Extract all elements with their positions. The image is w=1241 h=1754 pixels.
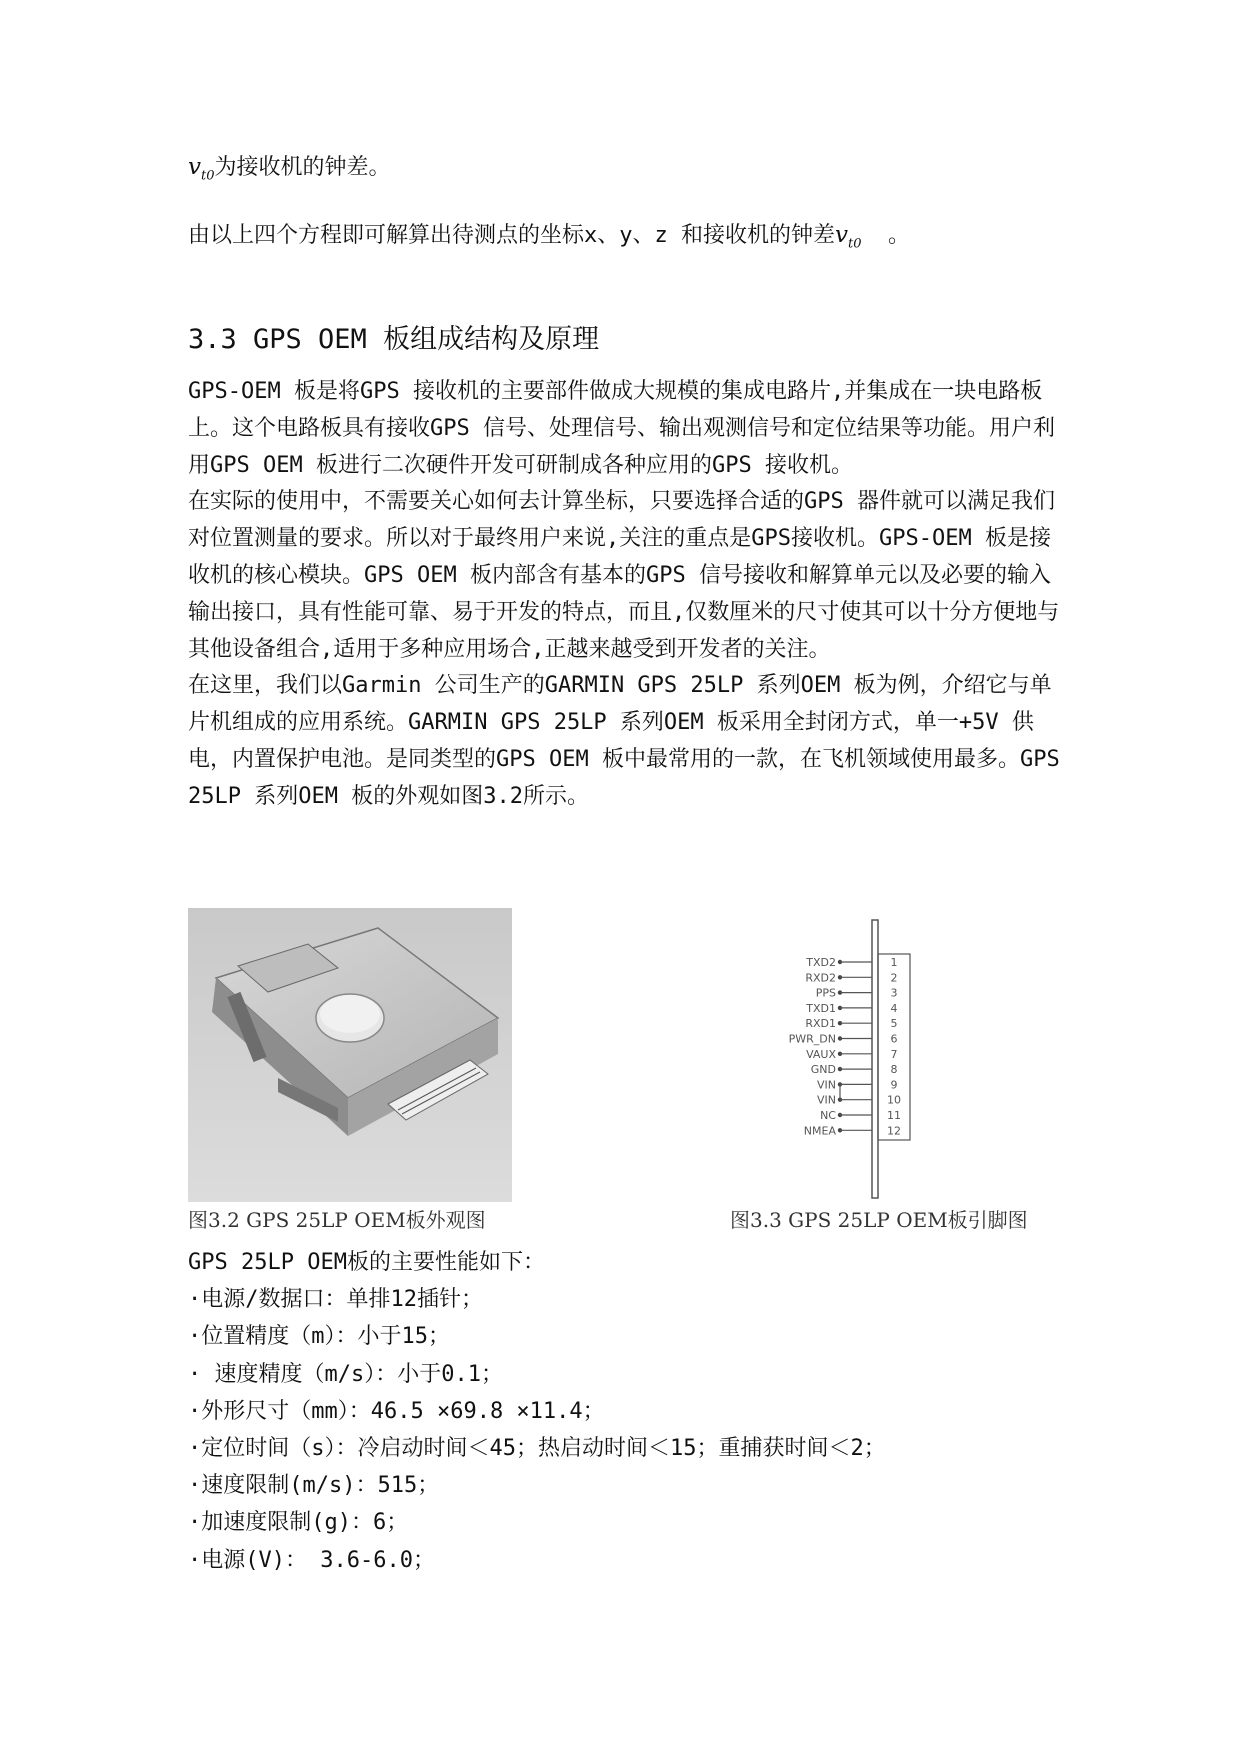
figure-3-2-caption: 图3.2 GPS 25LP OEM板外观图 [188, 1208, 486, 1232]
pin-label: PPS [815, 986, 836, 1000]
pin-label: VIN [817, 1093, 836, 1107]
pin-label: RXD1 [805, 1017, 836, 1031]
spec-item: ·定位时间（s）：冷启动时间＜45；热启动时间＜15；重捕获时间＜2； [188, 1435, 886, 1461]
paragraph-oem-usage: 在实际的使用中，不需要关心如何去计算坐标，只要选择合适的GPS 器件就可以满足我们对位置测量的要求。所以对于最终用户来说,关注的重点是GPS接收机。GPS-OEM 板是接收机的核心模块。GPS OEM 板内部含有基本的GPS 信号接收和解算单元以及必要的输入输出接口，具有性能可靠、易于开发的特点，而且,仅数厘米的尺寸使其可以十分方便地与其他设备组合,适用于多种应用场合,正越来越受到开发者的关注。 [188, 489, 1060, 662]
pin-label: PWR_DN [788, 1032, 836, 1046]
clock-error-line [188, 152, 391, 192]
paragraph-oem-intro: GPS-OEM 板是将GPS 接收机的主要部件做成大规模的集成电路片,并集成在一块电路板上。这个电路板具有接收GPS 信号、处理信号、输出观测信号和定位结果等功能。用户利用GPS OEM 板进行二次硬件开发可研制成各种应用的GPS 接收机。 [188, 379, 1055, 478]
solve-equations-text: 由以上四个方程即可解算出待测点的坐标x、y、z 和接收机的钟差 [188, 223, 835, 248]
pin-number: 6 [890, 1032, 898, 1046]
pinout-diagram [760, 912, 940, 1202]
pin-number: 5 [890, 1017, 898, 1031]
paragraph-garmin: 在这里，我们以Garmin 公司生产的GARMIN GPS 25LP 系列OEM 板为例，介绍它与单片机组成的应用系统。GARMIN GPS 25LP 系列OEM 板采用全封闭方式，单一+5V 供电，内置保护电池。是同类型的GPS OEM 板中最常用的一款，在飞机领域使用最多。GPS 25LP 系列OEM 板的外观如图3.2所示。 [188, 673, 1060, 809]
pin-label: NMEA [803, 1124, 836, 1138]
pin-label: VAUX [806, 1047, 836, 1061]
pin-number: 9 [890, 1078, 898, 1092]
connector-bar [872, 920, 878, 1198]
spec-item: ·加速度限制(g)：6； [188, 1510, 409, 1536]
pin-number: 1 [890, 956, 898, 969]
pin-number: 10 [887, 1093, 901, 1107]
clock-error-text: 为接收机的钟差。 [214, 155, 391, 180]
pin-number: 7 [890, 1047, 898, 1061]
figure-3-3-caption: 图3.3 GPS 25LP OEM板引脚图 [730, 1208, 1028, 1232]
pin-number: 4 [890, 1001, 898, 1015]
body-text [188, 374, 1068, 816]
pin-label: NC [820, 1109, 836, 1122]
pin-number: 8 [890, 1063, 898, 1077]
pin-number: 11 [887, 1109, 901, 1122]
pin-label: TXD2 [806, 956, 836, 969]
pin-label: RXD2 [805, 971, 836, 985]
section-heading: 3.3 GPS OEM 板组成结构及原理 [188, 324, 600, 355]
pin-number: 3 [890, 986, 898, 1000]
spec-item: ·电源(V)： 3.6-6.0； [188, 1547, 435, 1573]
spec-item: ·速度限制(m/s)：515； [188, 1473, 440, 1499]
gps-board-illustration [188, 908, 512, 1202]
gps-board-photo [188, 908, 512, 1202]
spec-item: · 速度精度（m/s）：小于0.1； [188, 1361, 503, 1387]
pinout-svg [760, 912, 940, 1202]
specs-list [188, 1244, 886, 1579]
spec-item: ·电源/数据口：单排12插针； [188, 1287, 483, 1313]
spec-item: ·外形尺寸（mm）：46.5 ×69.8 ×11.4； [188, 1398, 605, 1424]
specs-intro: GPS 25LP OEM板的主要性能如下： [188, 1250, 545, 1275]
solve-equations-line [188, 220, 910, 260]
spec-item: ·位置精度（m）：小于15； [188, 1324, 450, 1350]
clock-error-symbol: $v_{t0}$ [188, 154, 215, 184]
clock-error-symbol-2: $v_{t0}$ [834, 222, 862, 252]
solve-equations-end: 。 [887, 223, 910, 248]
pin-label: VIN [817, 1078, 836, 1092]
pin-label: GND [810, 1063, 836, 1077]
pin-number: 2 [890, 971, 898, 985]
pin-label: TXD1 [806, 1001, 836, 1015]
pin-number: 12 [887, 1124, 901, 1138]
